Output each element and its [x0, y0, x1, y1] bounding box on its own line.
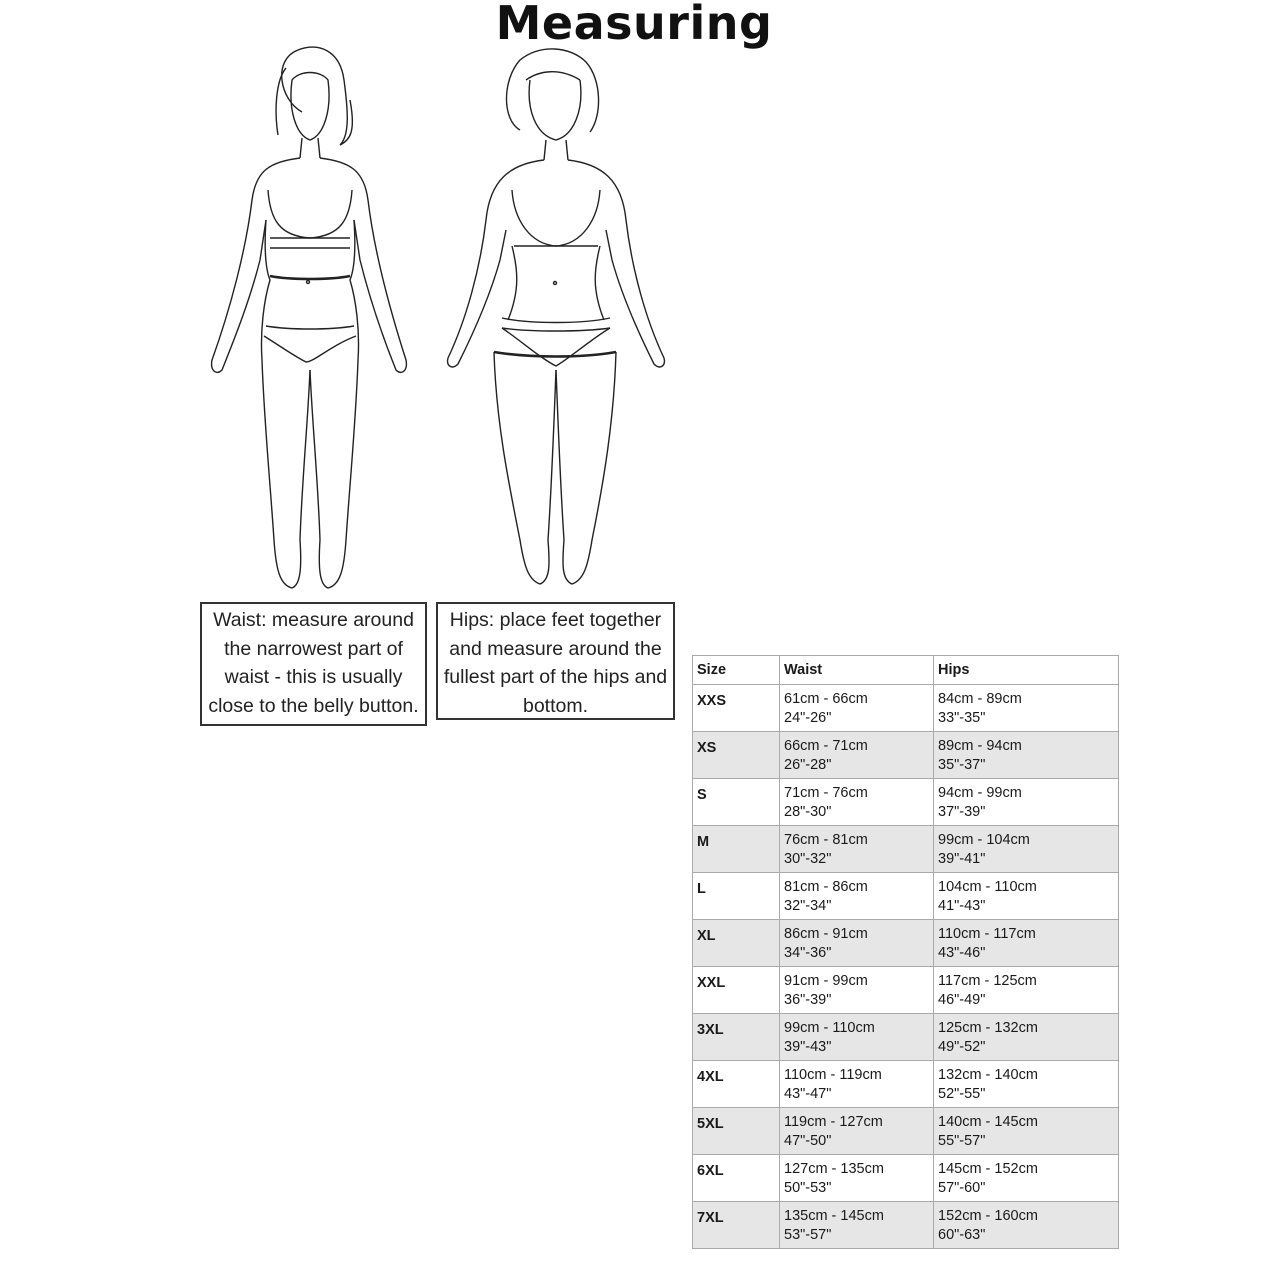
table-row: [693, 873, 1119, 920]
hips-instruction-caption: [436, 602, 675, 720]
waist-inch-value: 30"-32": [784, 851, 832, 867]
hips-inch-value: 43"-46": [938, 945, 986, 961]
hips-cell: [934, 1108, 1119, 1155]
waist-inch-value: 47"-50": [784, 1133, 832, 1149]
hips-cell: [934, 1155, 1119, 1202]
hips-cell: [934, 873, 1119, 920]
hips-inch-value: 52"-55": [938, 1086, 986, 1102]
page-title: Measuring: [495, 0, 773, 50]
body-figures-illustration: [190, 40, 690, 600]
waist-cell: [780, 1108, 934, 1155]
hips-cm-value: 140cm - 145cm: [938, 1114, 1038, 1130]
hips-cm-value: 84cm - 89cm: [938, 691, 1022, 707]
waist-cm-value: 66cm - 71cm: [784, 738, 868, 754]
hips-inch-value: 35"-37": [938, 757, 986, 773]
size-cell: XL: [693, 920, 780, 967]
caption-line: fullest part of the hips and: [443, 666, 668, 688]
size-cell: XS: [693, 732, 780, 779]
waist-cm-value: 71cm - 76cm: [784, 785, 868, 801]
waist-cell: [780, 1155, 934, 1202]
figure-waist-illustration: [212, 47, 407, 588]
hips-cell: [934, 1061, 1119, 1108]
size-cell: 3XL: [693, 1014, 780, 1061]
waist-inch-value: 28"-30": [784, 804, 832, 820]
size-chart-table: [692, 655, 1119, 1249]
table-row: [693, 779, 1119, 826]
waist-cell: [780, 873, 934, 920]
hips-cm-value: 99cm - 104cm: [938, 832, 1030, 848]
caption-line: Hips: place feet together: [449, 609, 662, 631]
waist-cell: [780, 826, 934, 873]
hips-inch-value: 33"-35": [938, 710, 986, 726]
caption-line: Waist: measure around: [213, 609, 414, 631]
waist-cm-value: 91cm - 99cm: [784, 973, 868, 989]
hips-cell: [934, 732, 1119, 779]
hips-cell: [934, 967, 1119, 1014]
table-row: [693, 967, 1119, 1014]
size-column-header: Size: [693, 656, 780, 685]
size-cell: M: [693, 826, 780, 873]
caption-line: waist - this is usually: [224, 666, 403, 688]
hips-cell: [934, 685, 1119, 732]
hips-cm-value: 117cm - 125cm: [938, 973, 1037, 989]
waist-cm-value: 99cm - 110cm: [784, 1020, 875, 1036]
table-row: [693, 826, 1119, 873]
waist-cell: [780, 967, 934, 1014]
caption-line: close to the belly button.: [208, 694, 419, 717]
table-row: [693, 920, 1119, 967]
caption-line: and measure around the: [449, 637, 662, 660]
caption-line: the narrowest part of: [224, 637, 403, 660]
waist-cell: [780, 779, 934, 826]
hips-cm-value: 152cm - 160cm: [938, 1208, 1038, 1224]
waist-cm-value: 86cm - 91cm: [784, 926, 868, 942]
waist-inch-value: 39"-43": [784, 1039, 832, 1055]
table-row: [693, 1061, 1119, 1108]
hips-inch-value: 41"-43": [938, 898, 986, 914]
hips-cm-value: 125cm - 132cm: [938, 1020, 1038, 1036]
size-cell: 4XL: [693, 1061, 780, 1108]
waist-inch-value: 43"-47": [784, 1086, 832, 1102]
hips-inch-value: 49"-52": [938, 1039, 986, 1055]
waist-instruction-caption: [200, 602, 427, 726]
size-cell: 5XL: [693, 1108, 780, 1155]
hips-cm-value: 104cm - 110cm: [938, 879, 1037, 895]
waist-cell: [780, 685, 934, 732]
hips-cm-value: 94cm - 99cm: [938, 785, 1022, 801]
hips-cell: [934, 1202, 1119, 1249]
waist-inch-value: 36"-39": [784, 992, 832, 1008]
hips-inch-value: 39"-41": [938, 851, 986, 867]
waist-inch-value: 26"-28": [784, 757, 832, 773]
waist-inch-value: 34"-36": [784, 945, 832, 961]
size-cell: L: [693, 873, 780, 920]
waist-cm-value: 81cm - 86cm: [784, 879, 868, 895]
table-row: [693, 1202, 1119, 1249]
hips-cm-value: 89cm - 94cm: [938, 738, 1022, 754]
waist-column-header: Waist: [780, 656, 934, 685]
hips-inch-value: 37"-39": [938, 804, 986, 820]
size-cell: 6XL: [693, 1155, 780, 1202]
hips-cm-value: 110cm - 117cm: [938, 926, 1036, 942]
hips-inch-value: 60"-63": [938, 1227, 986, 1243]
waist-cm-value: 119cm - 127cm: [784, 1114, 883, 1130]
hips-cell: [934, 1014, 1119, 1061]
waist-inch-value: 53"-57": [784, 1227, 832, 1243]
hips-column-header: Hips: [934, 656, 1119, 685]
table-row: [693, 685, 1119, 732]
hips-cell: [934, 920, 1119, 967]
size-cell: 7XL: [693, 1202, 780, 1249]
hips-inch-value: 46"-49": [938, 992, 986, 1008]
waist-cm-value: 76cm - 81cm: [784, 832, 868, 848]
figure-hips-illustration: [448, 49, 665, 584]
waist-cm-value: 110cm - 119cm: [784, 1067, 882, 1083]
waist-cell: [780, 732, 934, 779]
hips-inch-value: 57"-60": [938, 1180, 986, 1196]
size-cell: XXS: [693, 685, 780, 732]
hips-cell: [934, 779, 1119, 826]
table-row: [693, 1108, 1119, 1155]
waist-inch-value: 50"-53": [784, 1180, 832, 1196]
hips-cm-value: 132cm - 140cm: [938, 1067, 1038, 1083]
table-row: [693, 732, 1119, 779]
waist-cell: [780, 920, 934, 967]
waist-cell: [780, 1202, 934, 1249]
size-cell: XXL: [693, 967, 780, 1014]
waist-cm-value: 61cm - 66cm: [784, 691, 868, 707]
waist-cm-value: 135cm - 145cm: [784, 1208, 884, 1224]
table-row: [693, 1155, 1119, 1202]
table-row: [693, 1014, 1119, 1061]
hips-inch-value: 55"-57": [938, 1133, 986, 1149]
hips-cell: [934, 826, 1119, 873]
waist-inch-value: 24"-26": [784, 710, 832, 726]
caption-line: bottom.: [522, 694, 589, 717]
size-cell: S: [693, 779, 780, 826]
waist-cell: [780, 1014, 934, 1061]
waist-cell: [780, 1061, 934, 1108]
table-header-row: [693, 656, 1119, 685]
waist-inch-value: 32"-34": [784, 898, 832, 914]
hips-cm-value: 145cm - 152cm: [938, 1161, 1038, 1177]
waist-cm-value: 127cm - 135cm: [784, 1161, 884, 1177]
